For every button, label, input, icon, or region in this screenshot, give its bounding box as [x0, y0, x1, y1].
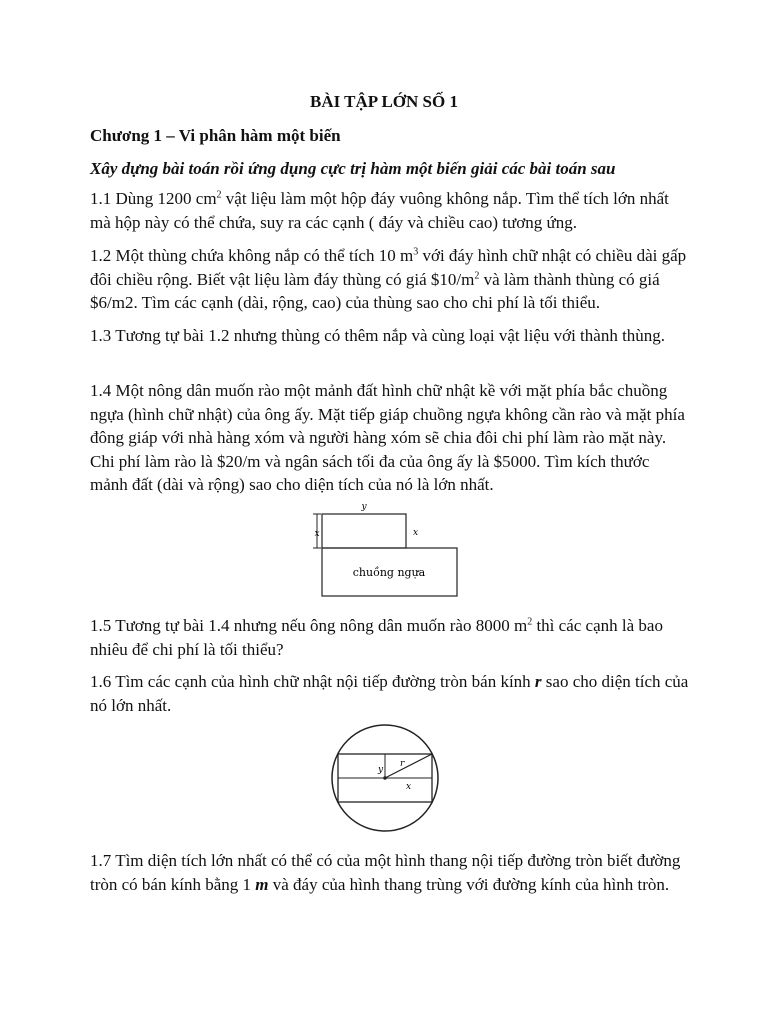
- problem-1-3: 1.3 Tương tự bài 1.2 nhưng thùng có thêm nắp và cùng loại vật liệu với thành thùng.: [90, 326, 666, 345]
- problem-1-2: 1.2 Một thùng chứa không nắp có thể tích 10 $m^3$ với đáy hình chữ nhật có chiều dài gấp đôi chiều rộng. Biết vật liệu làm đáy thùng có giá $\$10/m^2$ và làm thành thùng có giá $6/m2. Tìm các cạnh (dài, rộng, cao) của thùng sao cho chi phí là tối thiểu.: [90, 246, 687, 312]
- fig14-label-x-left: x: [314, 529, 320, 539]
- figure-inscribed-rectangle: [328, 721, 448, 841]
- fig16-label-r: r: [400, 759, 405, 769]
- problem-1-6: 1.6 Tìm các cạnh của hình chữ nhật nội tiếp đường tròn bán kính r sao cho diện tích của nó lớn nhất.: [90, 672, 689, 715]
- problem-1-5: 1.5 Tương tự bài 1.4 nhưng nếu ông nông dân muốn rào 8000 $m^2$ thì các cạnh là bao nhiêu để chi phí là tối thiểu?: [90, 616, 663, 659]
- problem-1-7: 1.7 Tìm diện tích lớn nhất có thể có của một hình thang nội tiếp đường tròn biết đường tròn có bán kính bằng 1 m và đáy của hình thang trùng với đường kính của hình tròn.: [90, 851, 681, 894]
- fig16-label-x: x: [406, 782, 412, 792]
- problem-1-4: 1.4 Một nông dân muốn rào một mảnh đất hình chữ nhật kề với mặt phía bắc chuồng ngựa (hình chữ nhật) của ông ấy. Mặt tiếp giáp chuồng ngựa không cần rào và mặt phía đông giáp với nhà hàng xóm và người hàng xóm sẽ chia đôi chi phí làm rào mặt này. Chi phí làm rào là $20/m và ngân sách tối đa của ông ấy là $5000. Tìm kích thước mảnh đất (dài và rộng) sao cho diện tích của nó là lớn nhất.: [90, 381, 685, 494]
- page-title: BÀI TẬP LỚN SỐ 1: [309, 92, 458, 111]
- figure-fence-barn: [305, 500, 465, 600]
- intro-heading: Xây dựng bài toán rồi ứng dụng cực trị hàm một biến giải các bài toán sau: [90, 159, 616, 178]
- fig14-barn-label: chuồng ngựa: [352, 566, 426, 579]
- fig14-label-y: y: [361, 502, 367, 512]
- fig16-label-y: y: [378, 765, 384, 775]
- problem-1-1: 1.1 Dùng 1200 $cm^2$ vật liệu làm một hộp đáy vuông không nắp. Tìm thể tích lớn nhất mà hộp này có thể chứa, suy ra các cạnh ( đáy và chiều cao) tương ứng.: [90, 189, 669, 232]
- fig14-label-x-right: x: [413, 528, 419, 538]
- chapter-heading: Chương 1 – Vi phân hàm một biến: [90, 126, 341, 145]
